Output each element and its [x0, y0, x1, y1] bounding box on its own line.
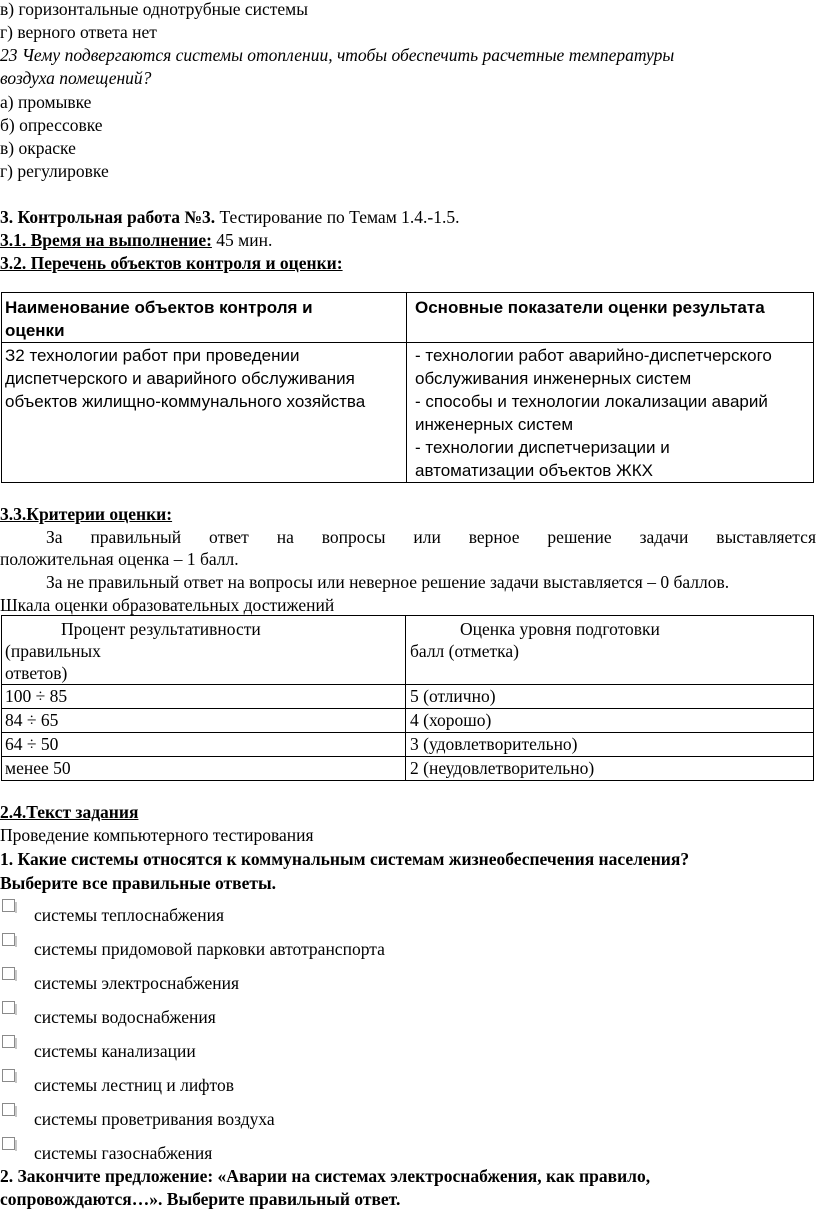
scale-header-left-line: (правильных [5, 641, 101, 661]
cell-right-line: обслуживания инженерных систем [415, 369, 692, 388]
checkbox-icon[interactable] [2, 1001, 15, 1014]
q23-option-b: б) опрессовке [0, 115, 103, 135]
cell-right-line: - технологии диспетчеризации и [415, 438, 670, 457]
control-table-cell-left [2, 343, 407, 483]
control-table-header-left [2, 293, 407, 343]
control-table-header [2, 293, 814, 343]
scale-percent: 64 ÷ 50 [2, 733, 406, 757]
scale-percent: менее 50 [2, 757, 406, 781]
q1-option-label: системы электроснабжения [34, 973, 240, 993]
section-3-1-time [0, 229, 272, 252]
scale-grade: 2 (неудовлетворительно) [406, 757, 814, 781]
cell-right-line: автоматизации объектов ЖКХ [415, 461, 653, 480]
task-title: 2.4.Текст задания [0, 802, 139, 822]
q1-option-label: системы газоснабжения [34, 1143, 213, 1163]
q23-option-g: г) регулировке [0, 161, 109, 181]
q1-option-label: системы придомовой парковки автотранспорта [34, 939, 385, 959]
control-table-header-right [407, 293, 814, 343]
cell-left-line: диспетчерского и аварийного обслуживания [5, 369, 355, 388]
criteria-p1-line2: положительная оценка – 1 балл. [0, 549, 239, 569]
control-table [1, 292, 814, 483]
checkbox-icon[interactable] [2, 933, 15, 946]
scale-row [2, 709, 814, 733]
checkbox-icon[interactable] [2, 1137, 15, 1150]
q1-option-label: системы водоснабжения [34, 1007, 216, 1027]
scale-row [2, 685, 814, 709]
q23-option-v: в) окраске [0, 138, 76, 158]
cell-right-line: инженерных систем [415, 415, 574, 434]
q23-option-a: а) промывке [0, 92, 92, 112]
scale-header-left-line: Процент результативности [61, 619, 261, 639]
time-value: 45 мин. [211, 230, 273, 250]
criteria-p1-line1: За правильный ответ на вопросы или верное решение задачи выставляется [46, 527, 816, 547]
scale-header-left [2, 616, 406, 685]
question-23-line2: воздуха помещений? [0, 68, 152, 88]
scale-table-header [2, 616, 814, 685]
cell-left-line: З2 технологии работ при проведении [5, 346, 300, 365]
control-table-cell-right [407, 343, 814, 483]
scale-header-right-line: Оценка уровня подготовки [460, 619, 660, 639]
time-label: 3.1. Время на выполнение: [0, 230, 212, 250]
header-right-line1: Основные показатели оценки результата [415, 298, 765, 317]
section-3-title-bold: 3. Контрольная работа №3. [0, 207, 216, 227]
option-v: в) горизонтальные однотрубные системы [0, 0, 309, 19]
question-2-line2: сопровождаются…». Выберите правильный ответ. [0, 1189, 401, 1209]
checkbox-icon[interactable] [2, 1035, 15, 1048]
checkbox-icon[interactable] [2, 967, 15, 980]
q1-option-label: системы теплоснабжения [34, 905, 224, 925]
control-table-row [2, 343, 814, 483]
q1-option-label: системы проветривания воздуха [34, 1109, 275, 1129]
question-2-line1: 2. Закончите предложение: «Аварии на системах электроснабжения, как правило, [0, 1166, 651, 1186]
cell-right-line: - способы и технологии локализации аварий [415, 392, 768, 411]
scale-title: Шкала оценки образовательных достижений [0, 595, 335, 615]
scale-table [1, 615, 814, 781]
checkbox-icon[interactable] [2, 899, 15, 912]
question-1-line1: 1. Какие системы относятся к коммунальным системам жизнеобеспечения населения? [0, 849, 690, 869]
section-3-2-title: 3.2. Перечень объектов контроля и оценки: [0, 253, 343, 273]
question-23-line1: 23 Чему подвергаются системы отоплении, чтобы обеспечить расчетные температуры [0, 45, 675, 65]
criteria-p2: За не правильный ответ на вопросы или неверное решение задачи выставляется – 0 баллов. [46, 572, 730, 592]
task-subtitle: Проведение компьютерного тестирования [0, 825, 314, 845]
scale-row [2, 733, 814, 757]
question-1-line2: Выберите все правильные ответы. [0, 873, 276, 893]
scale-grade: 4 (хорошо) [406, 709, 814, 733]
q1-option-label: системы канализации [34, 1041, 196, 1061]
scale-percent: 84 ÷ 65 [2, 709, 406, 733]
scale-percent: 100 ÷ 85 [2, 685, 406, 709]
scale-grade: 3 (удовлетворительно) [406, 733, 814, 757]
checkbox-icon[interactable] [2, 1069, 15, 1082]
scale-row [2, 757, 814, 781]
cell-right-line: - технологии работ аварийно-диспетчерского [415, 346, 772, 365]
criteria-title: 3.3.Критерии оценки: [0, 504, 173, 524]
scale-grade: 5 (отлично) [406, 685, 814, 709]
scale-header-left-line: ответов) [5, 663, 68, 683]
header-left-line2: оценки [5, 321, 65, 340]
q1-option-label: системы лестниц и лифтов [34, 1075, 234, 1095]
scale-header-right [406, 616, 814, 685]
scale-header-right-line: балл (отметка) [410, 641, 519, 661]
option-g: г) верного ответа нет [0, 22, 157, 42]
cell-left-line: объектов жилищно-коммунального хозяйства [5, 392, 366, 411]
section-3-title [0, 206, 459, 229]
header-left-line1: Наименование объектов контроля и [5, 298, 313, 317]
checkbox-icon[interactable] [2, 1103, 15, 1116]
section-3-title-rest: Тестирование по Темам 1.4.-1.5. [215, 207, 460, 227]
